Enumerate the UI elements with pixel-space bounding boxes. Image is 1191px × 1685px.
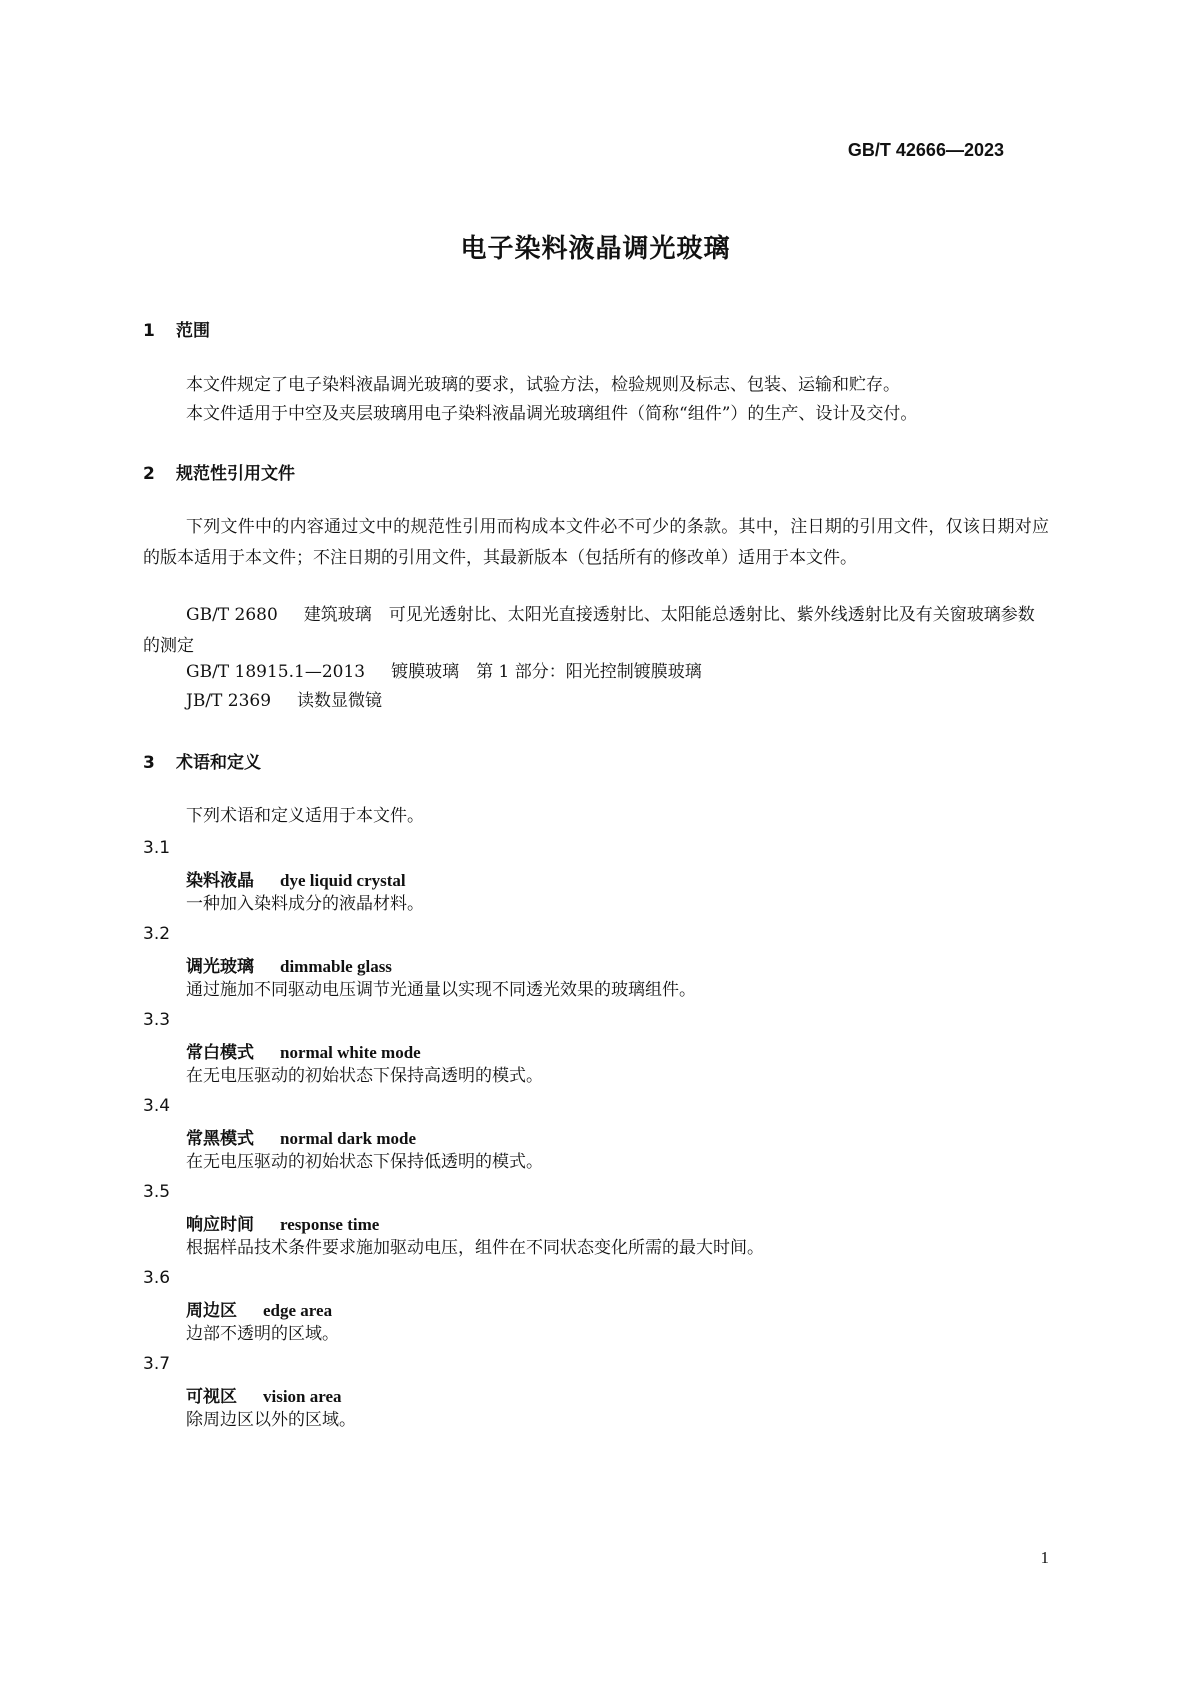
section-number: 2 (143, 464, 155, 484)
term-zh: 常白模式 (186, 1043, 254, 1063)
term-definition: 根据样品技术条件要求施加驱动电压，组件在不同状态变化所需的最大时间。 (186, 1238, 764, 1258)
term-zh: 染料液晶 (186, 871, 254, 891)
term-number: 3.3 (143, 1010, 171, 1030)
term-number: 3.2 (143, 924, 171, 944)
reference-title: 镀膜玻璃 第 1 部分：阳光控制镀膜玻璃 (391, 662, 702, 682)
terms-intro: 下列术语和定义适用于本文件。 (186, 806, 424, 826)
term-heading (186, 952, 392, 977)
term-number: 3.7 (143, 1354, 171, 1374)
term-number: 3.4 (143, 1096, 171, 1116)
term-number: 3.1 (143, 838, 171, 858)
term-heading (186, 1210, 379, 1235)
term-zh: 常黑模式 (186, 1129, 254, 1149)
term-en: normal dark mode (280, 1129, 416, 1148)
term-heading (186, 1038, 421, 1063)
reference-code: GB/T 18915.1—2013 (186, 662, 366, 682)
term-zh: 响应时间 (186, 1215, 254, 1235)
term-definition: 通过施加不同驱动电压调节光通量以实现不同透光效果的玻璃组件。 (186, 980, 696, 1000)
standard-code: GB/T 42666—2023 (847, 140, 1004, 160)
term-en: dimmable glass (280, 957, 392, 976)
term-definition: 在无电压驱动的初始状态下保持高透明的模式。 (186, 1066, 543, 1086)
reference-code: GB/T 2680 (186, 605, 278, 625)
reference-title: 读数显微镜 (297, 691, 383, 711)
term-heading (186, 1124, 416, 1149)
term-heading (186, 1296, 332, 1321)
term-definition: 在无电压驱动的初始状态下保持低透明的模式。 (186, 1152, 543, 1172)
section-heading-normative-references (143, 459, 295, 484)
reference-title: 建筑玻璃 可见光透射比、太阳光直接透射比、太阳能总透射比、紫外线透射比及有关窗玻璃参数的测定 (143, 605, 1035, 656)
term-heading (186, 866, 406, 891)
term-definition: 边部不透明的区域。 (186, 1324, 339, 1344)
reference-entry (143, 657, 1049, 688)
term-definition: 一种加入染料成分的液晶材料。 (186, 894, 424, 914)
page-number: 1 (1040, 1548, 1049, 1567)
document-title: 电子染料液晶调光玻璃 (460, 234, 731, 264)
section-title: 规范性引用文件 (176, 464, 295, 484)
scope-paragraph: 本文件适用于中空及夹层玻璃用电子染料液晶调光玻璃组件（简称“组件”）的生产、设计及交付。 (186, 404, 918, 424)
reference-entry (143, 600, 1049, 662)
term-definition: 除周边区以外的区域。 (186, 1410, 356, 1430)
section-heading-terms (143, 748, 261, 773)
term-zh: 可视区 (186, 1387, 237, 1407)
scope-paragraph: 本文件规定了电子染料液晶调光玻璃的要求，试验方法，检验规则及标志、包装、运输和贮存。 (186, 375, 900, 395)
term-zh: 调光玻璃 (186, 957, 254, 977)
reference-code: JB/T 2369 (186, 691, 272, 711)
term-heading (186, 1382, 342, 1407)
term-zh: 周边区 (186, 1301, 237, 1321)
reference-entry (143, 686, 1049, 717)
term-en: normal white mode (280, 1043, 421, 1062)
section-number: 1 (143, 321, 155, 341)
term-en: dye liquid crystal (280, 871, 406, 890)
term-en: vision area (263, 1387, 342, 1406)
term-en: response time (280, 1215, 380, 1234)
section-title: 范围 (176, 321, 210, 341)
term-number: 3.5 (143, 1182, 171, 1202)
normative-intro-paragraph: 下列文件中的内容通过文中的规范性引用而构成本文件必不可少的条款。其中，注日期的引用文件，仅该日期对应的版本适用于本文件；不注日期的引用文件，其最新版本（包括所有的修改单）适用于本文件。 (143, 517, 1049, 568)
term-number: 3.6 (143, 1268, 171, 1288)
section-number: 3 (143, 753, 155, 773)
section-title: 术语和定义 (176, 753, 261, 773)
term-en: edge area (263, 1301, 333, 1320)
section-heading-scope (143, 316, 210, 341)
